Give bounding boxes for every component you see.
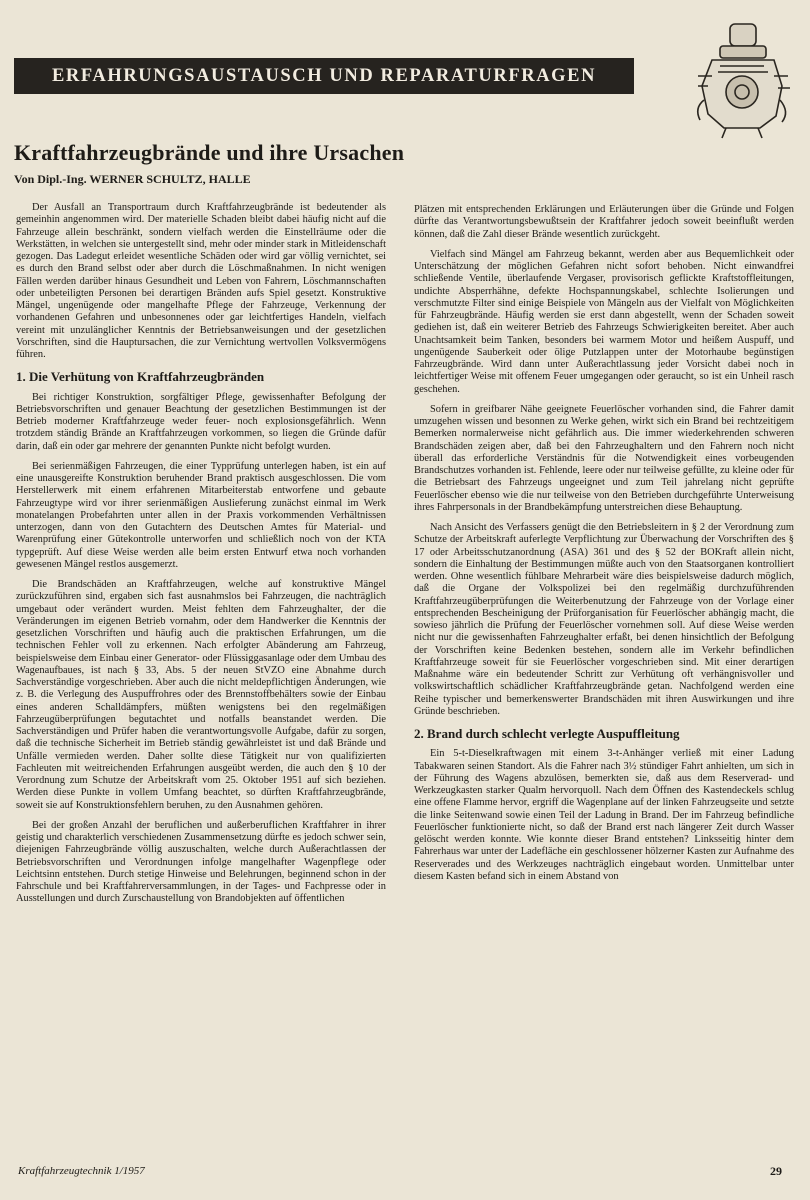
article-title: Kraftfahrzeugbrände und ihre Ursachen <box>14 140 405 165</box>
paragraph: Bei serienmäßigen Fahrzeugen, die einer Typprüfung unterlegen haben, ist ein auf eine unausgereifte Konstruktion beruhender Brand praktisch ausgeschlossen. Die vom Herstellerwerk mit einem erfahrenen Mitarbeiterstab entworfene und gebaute Fahrzeugtype wird vor ihrer serienmäßigen Auslieferung zunächst einmal im Werk monatelangen Probefahrten unter allen in der Praxis vorkommenden Verhältnissen unterzogen, dann von den Gutachtern des Deutschen Amtes für Material- und Warenprüfung einer Gütekontrolle unterworfen und schließlich noch von der KTA typgeprüft. Auf diese Weise werden alle beim ersten Entwurf etwa noch vorhanden gewesenen Mängel restlos ausgemerzt. <box>16 460 386 570</box>
section-heading: 2. Brand durch schlecht verlegte Auspuffleitung <box>414 726 680 741</box>
section-banner <box>14 58 634 94</box>
journal-footer: Kraftfahrzeugtechnik 1/1957 <box>18 1165 145 1177</box>
paragraph: Ein 5-t-Dieselkraftwagen mit einem 3-t-Anhänger verließ mit einer Ladung Tabakwaren seinen Standort. Als die Fahrer nach 3½ stündiger Fahrt anhielten, um sich in der Führung des Wagens abzulösen, bemerkten sie, daß aus dem Reserverad- und Werkzeugkasten starker Qualm hervorquoll. Nach dem Öffnen des Kastendeckels schlug eine offene Flamme hervor, ergriff die Wagenplane auf der linken Fahrzeugseite und setzte die linke Seitenwand sowie einen Teil der Ladung in Brand. Der im Fahrzeug befindliche Feuerlöscher funktionierte nicht, so daß der Brand erst nach längerer Zeit durch Wasser gelöscht werden konnte. Wie konnte dieser Brand entstehen? Linksseitig hinter dem Fahrerhaus war unter der Ladefläche ein geschlossener hölzerner Kasten zur Aufnahme des Reserverades und des Werkzeuges nachträglich eingebaut worden. Unmittelbar unter diesem Kasten befand sich in einem Abstand von <box>414 748 794 882</box>
paragraph: Bei der großen Anzahl der beruflichen und außerberuflichen Kraftfahrer in ihrer geistig und charakterlich verschiedenen Zusammensetzung dürfte es jedoch schwer sein, diejenigen Fahrzeugbrände völlig auszuschalten, welche durch Außerachtlassen der Betriebsvorschriften und Verordnungen infolge mangelhafter Wagenpflege oder Leichtsinn entstehen. Durch stetige Hinweise und Belehrungen, beginnend schon in der Fahrschule und bei Kraftfahrerversammlungen, in der Tages- und Fachpresse oder in Ausstellungen und durch Zurschaustellung von Brandobjekten auf öffentlichen <box>16 819 386 905</box>
paragraph: Sofern in greifbarer Nähe geeignete Feuerlöscher vorhanden sind, die Fahrer damit umzugehen wissen und besonnen zu Werke gehen, wirkt sich ein Brand bei rechtzeitigem Bemerken normalerweise nicht gefährlich aus. Die immer wiederkehrenden schweren Brandschäden zeigen aber, daß bei den Fahrzeughaltern und den Fahrern noch nicht überall das erforderliche Verständnis für die Notwendigkeit eines vorbeugenden Brandschutzes vorhanden ist. Fehlende, leere oder nur teilweise gefüllte, zu kleine oder für die Betriebsart des Fahrzeugs ungeeignet und zum Teil jahrelang nicht geprüfte Feuerlöscher ebenso wie die nur teilweise von den Betrieben durchgeführte Unterweisung ihres Fahrpersonals in der Brandbekämpfung unterstreichen diese Behauptung. <box>414 403 794 513</box>
article-author: Von Dipl.-Ing. WERNER SCHULTZ, HALLE <box>14 172 251 186</box>
paragraph: Nach Ansicht des Verfassers genügt die den Betriebsleitern in § 2 der Verordnung zum Schutze der Arbeitskraft auferlegte Verpflichtung zur Überwachung der Vorschriften des § 17 oder Arbeitsschutzanordnung (ASA) 361 und des § 52 der BOKraft allein nicht, sondern die Einhaltung der Bestimmungen müßte auch von den Staatsorganen kontrolliert werden. Ohne wesentlich fühlbare Mehrarbeit wäre dies beispielsweise dadurch möglich, daß die Organe der Volkspolizei bei den regelmäßig durchzuführenden Kraftfahrzeugüberprüfungen die Weiterbenutzung der Fahrzeuge von der Vorlage einer entsprechenden Bescheinigung der Prüforganisation für Feuerlöscher abhängig macht, die sowieso jährlich die Prüfung der Feuerlöscher vornehmen soll. Auf diese Weise werden nicht nur die gewissenhaften Fahrzeughalter erfaßt, bei denen hinsichtlich der Befolgung der Vorschriften keine Bedenken bestehen, sondern alle im Verkehr befindlichen Kraftfahrzeuge soweit für sie Feuerlöscher vorgeschrieben sind. Mit einer derartigen Maßnahme wäre ein bedeutender Schritt zur Verhütung oft verhängnisvoller und volkswirtschaftlich schädlicher Kraftfahrzeugbrände getan. Nachfolgend werden eine Reihe typischer und bemerkenswerter Brandschäden mit ihren Auswirkungen und ihre Gründe beschrieben. <box>414 522 794 717</box>
page-number: 29 <box>770 1164 782 1178</box>
section-heading: 1. Die Verhütung von Kraftfahrzeugbränden <box>16 369 265 385</box>
left-column <box>16 202 386 1147</box>
paragraph: Vielfach sind Mängel am Fahrzeug bekannt, werden aber aus Bequemlichkeit oder Unterschätzung der möglichen Gefahren nicht sofort behoben. Nicht einwandfrei schließende Ventile, überlaufende Vergaser, provisorisch geflickte Kraftstoffleitungen, undichte Absperrhähne, defekte Hochspannungskabel, schlechte Isolierungen und verschmutzte Filter sind einige Beispiele von Mängeln aus der Vielfalt von Möglichkeiten für Fahrzeugbrände. Häufig werden sie erst dann abgestellt, wenn der Schaden soweit gediehen ist, daß ein weiterer Betrieb des Fahrzeugs Schwierigkeiten bereitet. Aber auch Unachtsamkeit beim Tanken, besonders bei warmem Motor und heißem Auspuff, und ungenügende Sauberkeit oder ölige Putzlappen unter der Motorhaube begünstigen Fahrzeugbrände. Wird dann unter Außerachtlassung jeder Vorsicht dabei noch in leichtfertiger Weise mit offenem Feuer umgegangen oder geraucht, so ist ein Unheil rasch geschehen. <box>414 248 794 395</box>
paragraph: Die Brandschäden an Kraftfahrzeugen, welche auf konstruktive Mängel zurückzuführen sind, ergaben sich fast ausnahmslos bei Fahrzeugen, die nachträglich umgebaut oder verändert wurden. Meist fehlten dem Fahrzeughalter, der die Veränderungen im eigenen Betrieb vornahm, oder dem Handwerker die Kenntnis der gesetzlichen Vorschriften und häufig auch die praktischen Erfahrungen, um die technischen Fehler voll zu erkennen. Nach erfolgter Abänderung am Fahrzeug, beispielsweise dem Einbau einer Generator- oder Flüssiggasanlage oder dem Umbau des Wagenaufbaues, ist nach § 33, Abs. 5 der neuen StVZO eine Abnahme durch Sachverständige vorgeschrieben. Aber auch die nicht meldepflichtigen Änderungen, wie z. B. die Verlegung des Auspuffrohres oder des Brennstoffbehälters sowie der Einbau eines anderen Schalldämpfers, müßten wenigstens bei den regelmäßigen Fahrzeugüberprüfungen begutachtet und notfalls beanstandet werden. Die Sachverständigen und Prüfer haben die verantwortungsvolle Aufgabe, dafür zu sorgen, daß die technische Sicherheit im Betrieb ständig gewährleistet ist und daß Brände und Unfälle vermieden werden. Daher sollte diese Tätigkeit nur von qualifizierten Fachleuten mit weitreichenden Erfahrungen ausgeübt werden, die auch den § 10 der Verordnung zum Schutze der Arbeitskraft vom 25. Oktober 1951 auf sich beziehen. Werden diese Punkte in vollem Umfang beachtet, so dürften Kraftfahrzeugbrände, soweit sie auf Konstruktionsfehlern beruhen, zu den Ausnahmen gehören. <box>16 579 386 811</box>
right-column <box>414 204 794 1149</box>
engine-illustration-icon <box>690 16 795 141</box>
section-banner-text: ERFAHRUNGSAUSTAUSCH UND REPARATURFRAGEN <box>51 65 597 86</box>
paragraph: Bei richtiger Konstruktion, sorgfältiger Pflege, gewissenhafter Befolgung der Betriebsvorschriften und genauer Beachtung der gesetzlichen Bestimmungen ist der Betrieb moderner Kraftfahrzeuge weder feuer- noch explosionsgefährlich. Wenn trotzdem ständig Brände an Kraftfahrzeugen vorkommen, so liegen die Gründe dafür darin, daß ein oder gar mehrere der genannten Punkte nicht befolgt wurden. <box>16 391 386 452</box>
paragraph: Der Ausfall an Transportraum durch Kraftfahrzeugbrände ist bedeutender als gemeinhin angenommen wird. Der materielle Schaden bleibt dabei häufig nicht auf die Fahrzeuge allein beschränkt, sondern vielfach werden die Einstellräume oder die Werkstätten, in welchen sie untergestellt sind, mehr oder minder stark in Mitleidenschaft gezogen. Das Ladegut erleidet wesentliche Schäden oder wird gar völlig vernichtet, sei es durch den Brand selbst oder aber durch die Löschmaßnahmen. In nicht wenigen Fällen werden darüber hinaus Gesundheit und Leben von Fahrern, Löschmannschaften oder unbeteiligten Personen bei derartigen Bränden aufs Spiel gesetzt. Konstruktive Mängel, ungenügende oder mangelhafte Pflege der Fahrzeuge, Verkennung der vorhandenen Gefahren und unbesonnenes oder gar leichtfertiges Handeln, vielfach vereint mit unzulänglicher Kenntnis der Betriebsanweisungen und der gesetzlichen Vorschriften, sind die Hauptursachen, die zur Vernichtung wertvollen Volksvermögens führen. <box>16 202 386 360</box>
paragraph: Plätzen mit entsprechenden Erklärungen und Erläuterungen über die Gründe und Folgen dürfte das Verantwortungsbewußtsein der Kraftfahrer jedoch soweit beeinflußt werden können, daß die Zahl dieser Brände wesentlich zurückgeht. <box>414 204 794 240</box>
